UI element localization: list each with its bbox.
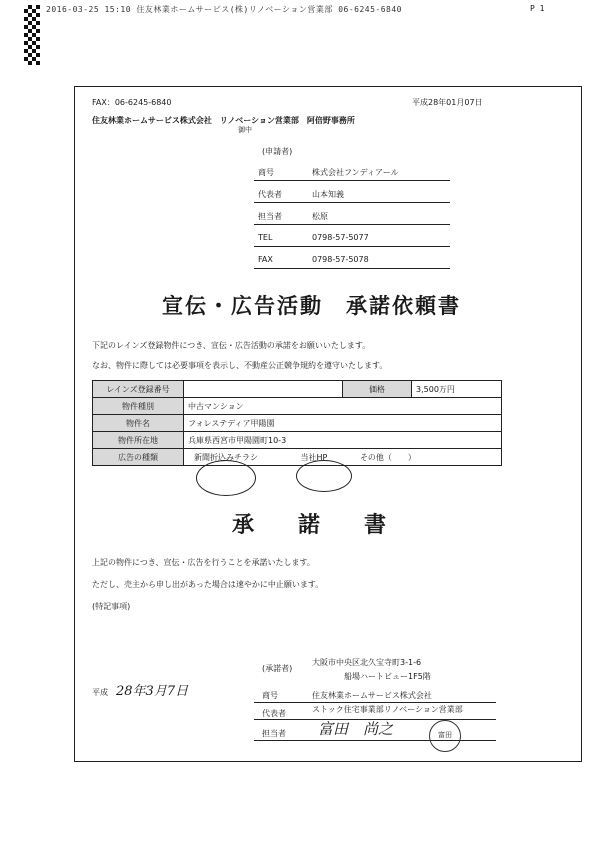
applicant-rep-label: 代表者 [258,190,282,199]
personal-seal-stamp [429,720,461,752]
consenter-label: (承諾者) [262,664,293,673]
table-row [93,432,502,449]
document-title: 宣伝・広告活動 承諾依頼書 [162,293,461,318]
table-row [93,449,502,466]
property-type-label: 物件種別 [93,398,184,415]
consent-date-value: 28年3月7日 [116,684,189,699]
intro-text-2: なお、物件に際しては必要事項を表示し、不動産公正競争規約を遵守いたします。 [92,361,388,370]
applicant-person-label: 担当者 [258,212,282,221]
ad-option-other: その他（ ） [359,452,416,462]
property-name-value: フォレステディア甲陽園 [184,415,502,432]
applicant-rule [254,246,450,247]
consent-text-1: 上記の物件につき、宣伝・広告を行うことを承諾いたします。 [92,558,315,567]
consent-text-2: ただし、売主から申し出があった場合は速やかに中止願います。 [92,580,324,589]
ad-selection-circle-flyer [196,460,256,496]
table-row [93,381,502,398]
ad-option-flyer: 新聞折込みチラシ [194,452,258,462]
recipient-suffix: 御中 [238,126,252,134]
applicant-rule [254,202,450,203]
seal-text: 富田 [438,731,452,739]
fax-number: FAX：06-6245-6840 [92,98,172,107]
applicant-fax-value: 0798-57-5078 [312,255,369,264]
consenter-company-label: 商号 [262,691,278,700]
consenter-address-1: 大阪市中央区北久宝寺町3-1-6 [312,658,422,667]
consenter-company: 住友林業ホームサービス株式会社 [312,691,432,700]
property-type-value: 中古マンション [184,398,502,415]
consenter-rule [254,702,496,703]
applicant-tel-value: 0798-57-5077 [312,233,369,242]
applicant-person-value: 松原 [312,212,328,221]
price-value: 3,500万円 [412,381,502,398]
property-address-value: 兵庫県西宮市甲陽園町10-3 [184,432,502,449]
applicant-company-label: 商号 [258,168,274,177]
table-row [93,415,502,432]
consenter-address-2: 船場ハートビュー1F5階 [344,672,431,681]
consenter-person-label: 担当者 [262,729,286,738]
consenter-signature: 富田 尚之 [318,720,394,738]
price-label: 価格 [343,381,412,398]
consent-title: 承 諾 書 [232,512,387,538]
applicant-company-value: 株式会社フンディアール [312,168,399,177]
property-table [92,380,502,466]
property-name-label: 物件名 [93,415,184,432]
recipient-name: 住友林業ホームサービス株式会社 リノベーション営業部 阿倍野事務所 [92,116,355,125]
applicant-fax-label: FAX [258,255,273,264]
fax-transmission-line [46,4,402,15]
applicant-rule [254,268,450,269]
reins-label: レインズ登録番号 [93,381,184,398]
consent-date-era: 平成 [92,688,108,697]
applicant-tel-label: TEL [258,233,273,242]
consenter-rep: ストック住宅事業部リノベーション営業部 [312,705,463,714]
letter-date: 平成28年01月07日 [412,98,483,107]
fax-transmission-text: 2016-03-25 15:10 住友林業ホームサービス(株)リノベーション営業部 06-6245-6840 [46,5,403,14]
fax-page-info: P 1 [530,4,545,13]
ad-type-label: 広告の種類 [93,449,184,466]
ad-selection-circle-homepage [296,460,352,492]
ad-option-homepage: 当社HP [300,452,328,462]
fax-checker-mark [24,5,40,65]
reins-value [184,381,343,398]
intro-text-1: 下記のレインズ登録物件につき、宣伝・広告活動の承諾をお願いいたします。 [92,341,371,350]
applicant-rep-value: 山本知義 [312,190,344,199]
special-note-label: (特記事項) [92,602,131,611]
consenter-rep-label: 代表者 [262,709,286,718]
table-row [93,398,502,415]
applicant-rule [254,180,450,181]
applicant-rule [254,224,450,225]
property-address-label: 物件所在地 [93,432,184,449]
applicant-label: (申請者) [262,147,293,156]
